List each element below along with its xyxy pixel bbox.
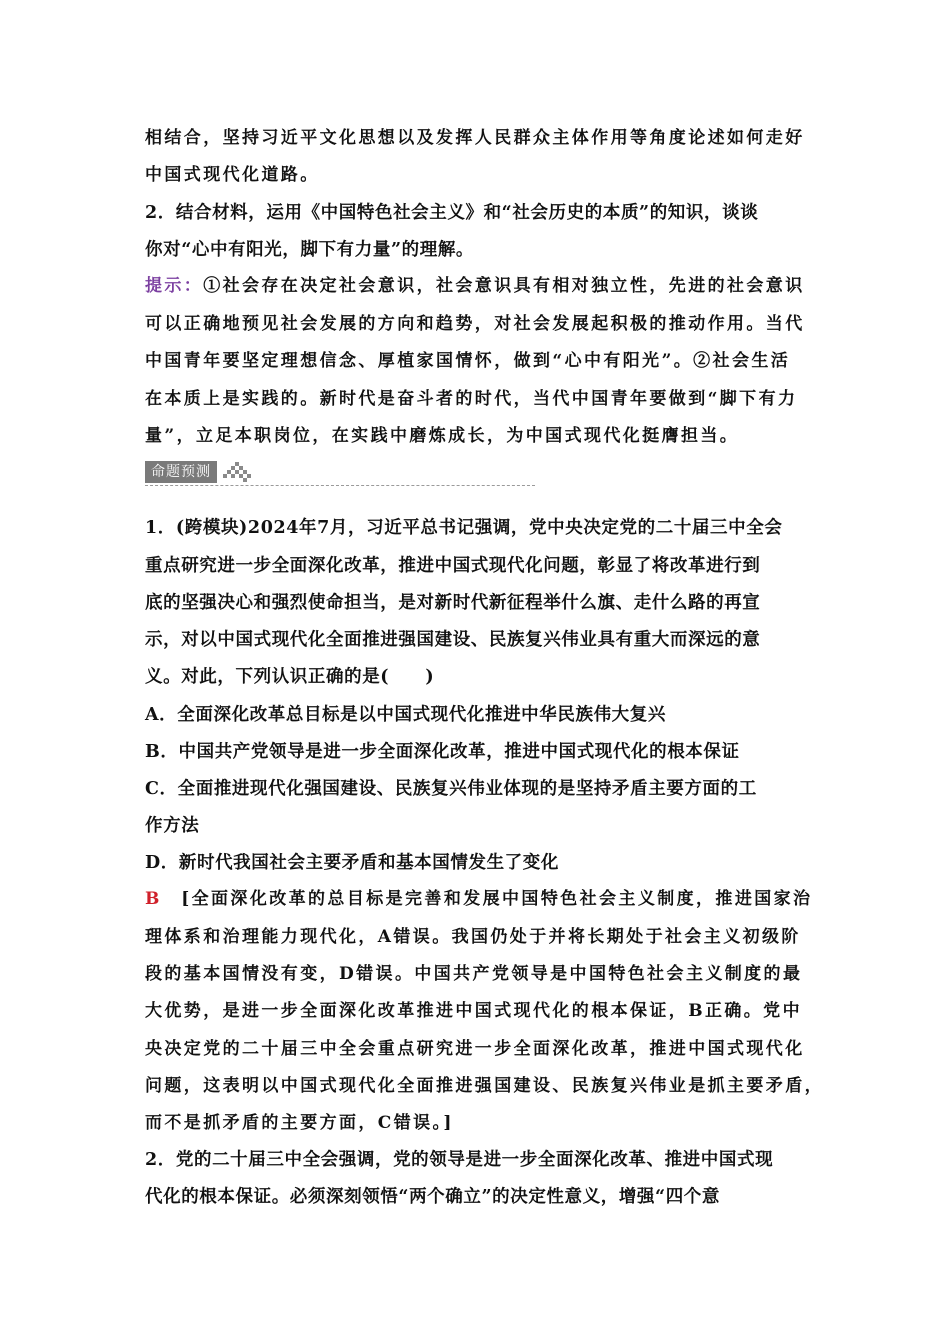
hint-line-3: 中国青年要坚定理想信念、厚植家国情怀，做到“心中有阳光”。②社会生活	[145, 351, 791, 371]
mq1-line-3: 底的坚强决心和强烈使命担当，是对新时代新征程举什么旗、走什么路的再宣	[145, 593, 761, 613]
hint-text: ①社会存在决定社会意识，社会意识具有相对独立性，先进的社会意识	[203, 276, 805, 296]
section-divider	[145, 485, 535, 486]
hint-line-4: 在本质上是实践的。新时代是奋斗者的时代，当代中国青年要做到“脚下有力	[145, 389, 798, 409]
mq2-line-1: 2．党的二十届三中全会强调，党的领导是进一步全面深化改革、推进中国式现	[145, 1150, 774, 1170]
section-banner	[145, 461, 251, 483]
mq1-line-2: 重点研究进一步全面深化改革，推进中国式现代化问题，彰显了将改革进行到	[145, 556, 761, 576]
section-title: 命题预测	[145, 461, 217, 483]
hint-line-2: 可以正确地预见社会发展的方向和趋势，对社会发展起积极的推动作用。当代	[145, 314, 805, 334]
hint-line-1	[145, 274, 805, 298]
mq1-option-b: B．中国共产党领导是进一步全面深化改革，推进中国式现代化的根本保证	[145, 742, 740, 762]
mq1-answer-line-1	[145, 887, 812, 911]
mq1-option-c-line-2: 作方法	[145, 816, 200, 836]
mq1-answer-line-4: 大优势，是进一步全面深化改革推进中国式现代化的根本保证，B正确。党中	[145, 1001, 802, 1021]
question-2-line-1: 2．结合材料，运用《中国特色社会主义》和“社会历史的本质”的知识，谈谈	[145, 203, 759, 223]
hint-label: 提示：	[145, 276, 204, 296]
explanation-text: [全面深化改革的总目标是完善和发展中国特色社会主义制度，推进国家治	[181, 889, 813, 909]
mq1-answer-line-6: 问题，这表明以中国式现代化全面推进强国建设、民族复兴伟业是抓主要矛盾，	[145, 1076, 824, 1096]
mq1-answer-line-2: 理体系和治理能力现代化，A错误。我国仍处于并将长期处于社会主义初级阶	[145, 927, 801, 947]
top-text-line-2: 中国式现代化道路。	[145, 165, 320, 185]
mq1-line-4: 示，对以中国式现代化全面推进强国建设、民族复兴伟业具有重大而深远的意	[145, 630, 761, 650]
hint-line-5: 量”，立足本职岗位，在实践中磨炼成长，为中国式现代化挺膺担当。	[145, 426, 740, 446]
top-text-line-1: 相结合，坚持习近平文化思想以及发挥人民群众主体作用等角度论述如何走好	[145, 128, 805, 148]
mq1-answer-line-7: 而不是抓矛盾的主要方面，C错误。]	[145, 1113, 454, 1133]
mq1-option-d: D．新时代我国社会主要矛盾和基本国情发生了变化	[145, 853, 559, 873]
mq1-option-a: A．全面深化改革总目标是以中国式现代化推进中华民族伟大复兴	[145, 705, 666, 725]
mq1-answer-line-3: 段的基本国情没有变，D错误。中国共产党领导是中国特色社会主义制度的最	[145, 964, 803, 984]
mq1-answer-line-5: 央决定党的二十届三中全会重点研究进一步全面深化改革，推进中国式现代化	[145, 1039, 805, 1059]
question-2-line-2: 你对“心中有阳光，脚下有力量”的理解。	[145, 240, 475, 260]
checker-decoration-icon	[217, 462, 251, 482]
mq1-line-5: 义。对此，下列认识正确的是( )	[145, 667, 435, 687]
mq1-option-c-line-1: C．全面推进现代化强国建设、民族复兴伟业体现的是坚持矛盾主要方面的工	[145, 779, 757, 799]
mq2-line-2: 代化的根本保证。必须深刻领悟“两个确立”的决定性意义，增强“四个意	[145, 1187, 720, 1207]
mq1-line-1: 1．(跨模块)2024年7月，习近平总书记强调，党中央决定党的二十届三中全会	[145, 518, 783, 538]
answer-letter: B	[145, 889, 162, 909]
